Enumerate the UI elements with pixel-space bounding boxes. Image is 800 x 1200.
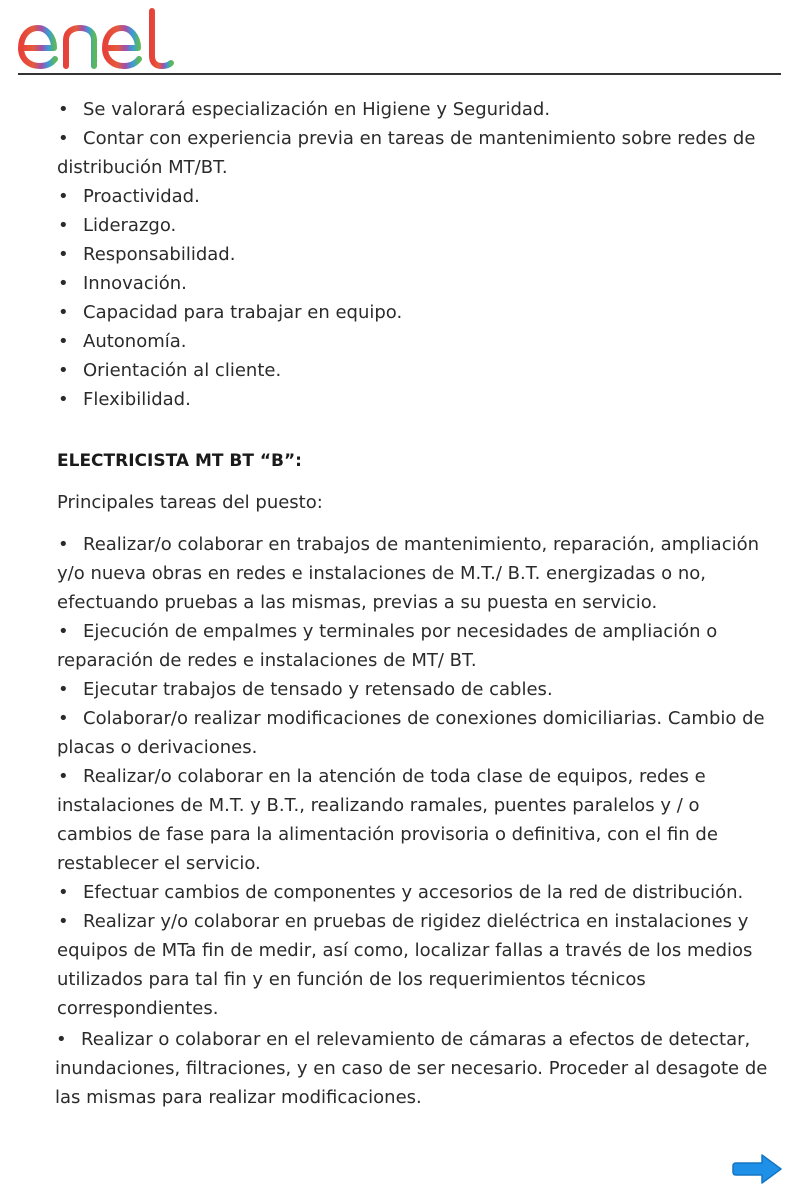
- list-item: [57, 211, 777, 240]
- list-item: [57, 95, 777, 124]
- list-item-text: Ejecución de empalmes y terminales por necesidades de ampliación o reparación de redes e instalaciones de MT/ BT.: [57, 621, 718, 671]
- list-item-text: Ejecutar trabajos de tensado y retensado de cables.: [83, 679, 553, 700]
- bullet: •: [58, 99, 69, 120]
- bullet: •: [58, 128, 69, 149]
- list-item-text: Realizar o colaborar en el relevamiento de cámaras a efectos de detectar, inundaciones, filtraciones, y en caso de ser necesario. Proceder al desagote de las mismas para realizar modificaciones.: [55, 1029, 768, 1108]
- bullet: •: [58, 331, 69, 352]
- list-item: [57, 704, 777, 762]
- bullet: •: [58, 621, 69, 642]
- list-item-text: Proactividad.: [83, 186, 200, 207]
- list-item-text: Realizar/o colaborar en trabajos de mantenimiento, reparación, ampliación y/o nueva obras en redes e instalaciones de M.T./ B.T. energizadas o no, efectuando pruebas a las mismas, previas a su puesta en servicio.: [57, 534, 760, 613]
- bullet: •: [58, 534, 69, 555]
- list-item-text: Colaborar/o realizar modificaciones de conexiones domiciliarias. Cambio de placas o derivaciones.: [57, 708, 765, 758]
- list-item: [57, 124, 777, 182]
- list-item-text: Realizar/o colaborar en la atención de toda clase de equipos, redes e instalaciones de M.T. y B.T., realizando ramales, puentes paralelos y / o cambios de fase para la alimentación provisoria o definitiva, con el fin de restablecer el servicio.: [57, 766, 718, 874]
- requirements-list: [57, 95, 777, 414]
- list-item-text: Liderazgo.: [83, 215, 177, 236]
- bullet: •: [58, 215, 69, 236]
- bullet: •: [58, 679, 69, 700]
- list-item-text: Responsabilidad.: [83, 244, 236, 265]
- bullet: •: [58, 244, 69, 265]
- list-item: [57, 878, 777, 907]
- bullet: •: [58, 708, 69, 729]
- list-item: [57, 298, 777, 327]
- list-item-text: Innovación.: [83, 273, 187, 294]
- header-divider: [18, 73, 781, 75]
- enel-logo: [16, 8, 182, 70]
- bullet: •: [58, 186, 69, 207]
- list-item-text: Autonomía.: [83, 331, 187, 352]
- list-item: [57, 327, 777, 356]
- list-item-text: Efectuar cambios de componentes y accesorios de la red de distribución.: [83, 882, 744, 903]
- list-item: [57, 385, 777, 414]
- bullet: •: [58, 389, 69, 410]
- tasks-list-continued: [55, 1025, 777, 1112]
- section-title: ELECTRICISTA MT BT “B”:: [57, 451, 302, 471]
- arrow-right-icon[interactable]: [732, 1152, 784, 1186]
- list-item-text: Capacidad para trabajar en equipo.: [83, 302, 403, 323]
- list-item: [55, 1025, 777, 1112]
- arrow-right-shape: [733, 1155, 781, 1183]
- list-item: [57, 530, 777, 617]
- document-body: [57, 95, 777, 1112]
- bullet: •: [58, 360, 69, 381]
- bullet: •: [58, 911, 69, 932]
- list-item: [57, 762, 777, 878]
- bullet: •: [58, 273, 69, 294]
- list-item-text: Contar con experiencia previa en tareas de mantenimiento sobre redes de distribución MT/BT.: [57, 128, 756, 178]
- list-item: [57, 617, 777, 675]
- list-item: [57, 356, 777, 385]
- list-item: [57, 182, 777, 211]
- list-item-text: Se valorará especialización en Higiene y Seguridad.: [83, 99, 551, 120]
- tasks-list: [57, 530, 777, 1023]
- list-item: [57, 240, 777, 269]
- list-item-text: Flexibilidad.: [83, 389, 191, 410]
- page-header: [0, 0, 800, 76]
- list-item: [57, 675, 777, 704]
- section-subtitle: Principales tareas del puesto:: [57, 492, 323, 513]
- list-item-text: Realizar y/o colaborar en pruebas de rigidez dieléctrica en instalaciones y equipos de MTa fin de medir, así como, localizar fallas a través de los medios utilizados para tal fin y en función de los requerimientos técnicos correspondientes.: [57, 911, 753, 1019]
- bullet: •: [58, 882, 69, 903]
- list-item: [57, 269, 777, 298]
- bullet: •: [58, 302, 69, 323]
- bullet: •: [56, 1029, 67, 1050]
- list-item-text: Orientación al cliente.: [83, 360, 282, 381]
- list-item: [57, 907, 777, 1023]
- bullet: •: [58, 766, 69, 787]
